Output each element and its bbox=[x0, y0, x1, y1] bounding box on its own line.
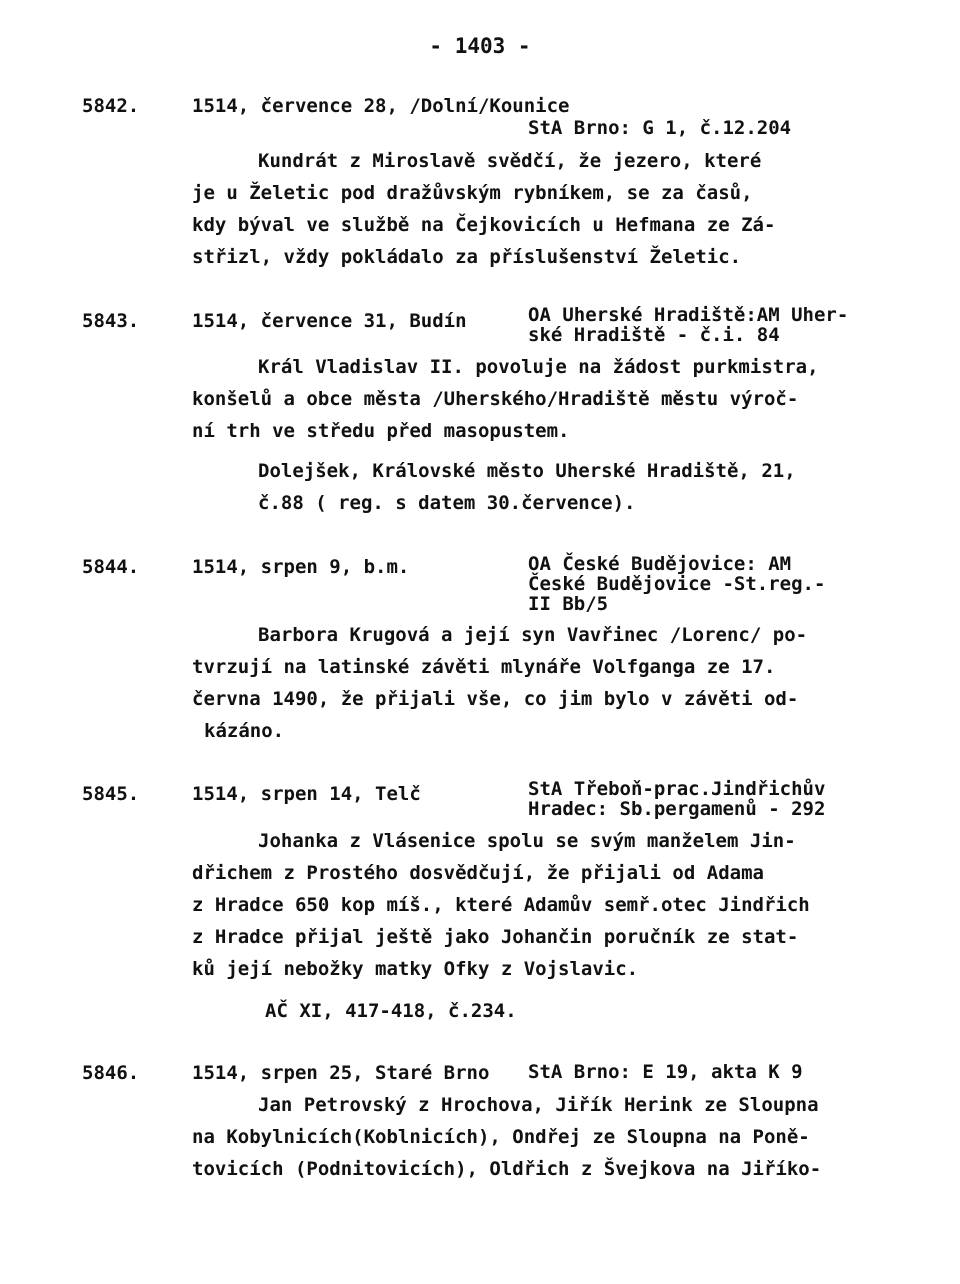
entry-date-place: 1514, července 31, Budín bbox=[192, 310, 467, 332]
page-number: - 1403 - bbox=[429, 34, 531, 58]
body-line: Král Vladislav II. povoluje na žádost purkmistra, bbox=[258, 356, 819, 378]
literature-line: Dolejšek, Královské město Uherské Hradiště, 21, bbox=[258, 460, 796, 482]
source-line: OA Uherské Hradiště:AM Uher- bbox=[528, 304, 849, 326]
source-line: ské Hradiště - č.i. 84 bbox=[528, 324, 780, 346]
entry-date-place: 1514, července 28, /Dolní/Kounice bbox=[192, 95, 570, 117]
body-line: z Hradce 650 kop míš., které Adamův semř.otec Jindřich bbox=[192, 894, 810, 916]
literature-line: č.88 ( reg. s datem 30.července). bbox=[258, 492, 636, 514]
literature-line: AČ XI, 417-418, č.234. bbox=[265, 1000, 517, 1022]
entry-number: 5846. bbox=[82, 1062, 140, 1084]
entry-source bbox=[528, 779, 825, 819]
body-line: Barbora Krugová a její syn Vavřinec /Lorenc/ po- bbox=[258, 624, 808, 646]
entry-number: 5843. bbox=[82, 310, 140, 332]
entry-date-place: 1514, srpen 25, Staré Brno bbox=[192, 1062, 490, 1084]
body-line: kdy býval ve službě na Čejkovicích u Hefmana ze Zá- bbox=[192, 214, 776, 236]
source-line: StA Brno: G 1, č.12.204 bbox=[528, 117, 792, 139]
body-line: z Hradce přijal ještě jako Johančin poručník ze stat- bbox=[192, 926, 799, 948]
entry-source bbox=[528, 554, 825, 614]
body-line: na Kobylnicích(Koblnicích), Ondřej ze Sloupna na Poně- bbox=[192, 1126, 810, 1148]
body-line: Kundrát z Miroslavě svědčí, že jezero, které bbox=[258, 150, 762, 172]
source-line: OA České Budějovice: AM bbox=[528, 553, 792, 575]
body-line: konšelů a obce města /Uherského/Hradiště městu výroč- bbox=[192, 388, 799, 410]
body-line: ní trh ve středu před masopustem. bbox=[192, 420, 570, 442]
body-line: střizl, vždy pokládalo za příslušenství Želetic. bbox=[192, 246, 742, 268]
body-line: tvrzují na latinské závěti mlynáře Volfganga ze 17. bbox=[192, 656, 776, 678]
entry-source bbox=[528, 118, 791, 138]
body-line: dřichem z Prostého dosvědčují, že přijali od Adama bbox=[192, 862, 764, 884]
body-line: června 1490, že přijali vše, co jim bylo v závěti od- bbox=[192, 688, 799, 710]
entry-number: 5844. bbox=[82, 556, 140, 578]
source-line: Hradec: Sb.pergamenů - 292 bbox=[528, 798, 826, 820]
body-line: je u Želetic pod dražůvským rybníkem, se za časů, bbox=[192, 182, 753, 204]
source-line: StA Brno: E 19, akta K 9 bbox=[528, 1061, 803, 1083]
body-line: tovicích (Podnitovicích), Oldřich z Švejkova na Jiříko- bbox=[192, 1158, 822, 1180]
body-line: Jan Petrovský z Hrochova, Jiřík Herink ze Sloupna bbox=[258, 1094, 819, 1116]
source-line: StA Třeboň-prac.Jindřichův bbox=[528, 778, 826, 800]
source-line: II Bb/5 bbox=[528, 593, 609, 615]
body-line: Johanka z Vlásenice spolu se svým manželem Jin- bbox=[258, 830, 796, 852]
entry-number: 5842. bbox=[82, 95, 140, 117]
body-line: ků její nebožky matky Ofky z Vojslavic. bbox=[192, 958, 639, 980]
entry-date-place: 1514, srpen 9, b.m. bbox=[192, 556, 410, 578]
entry-source bbox=[528, 1062, 803, 1082]
entry-number: 5845. bbox=[82, 783, 140, 805]
source-line: České Budějovice -St.reg.- bbox=[528, 573, 826, 595]
entry-date-place: 1514, srpen 14, Telč bbox=[192, 783, 421, 805]
entry-source bbox=[528, 305, 848, 345]
body-line: kázáno. bbox=[204, 720, 285, 742]
